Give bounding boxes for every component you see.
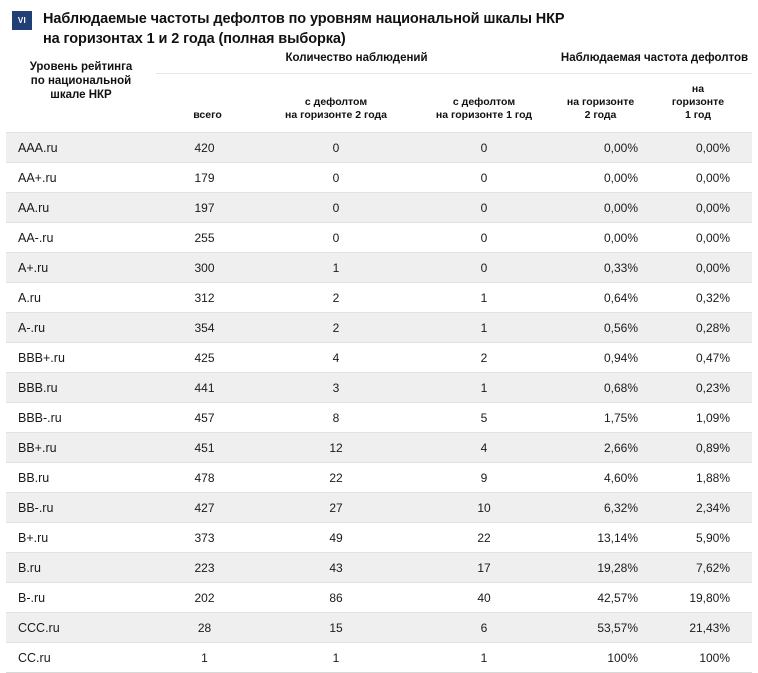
table-row bbox=[6, 553, 752, 583]
cell-defaults-2y: 22 bbox=[261, 463, 411, 493]
cell-rate-1y: 0,00% bbox=[660, 253, 752, 283]
cell-rating: CC.ru bbox=[6, 643, 156, 673]
cell-total: 441 bbox=[156, 373, 261, 403]
table-row bbox=[6, 193, 752, 223]
cell-rating: B+.ru bbox=[6, 523, 156, 553]
column-header-defaults-1y-line-1: с дефолтом bbox=[452, 96, 516, 108]
cell-rating: AA-.ru bbox=[6, 223, 156, 253]
column-header-rating-line-3: шкале НКР bbox=[50, 89, 112, 101]
cell-defaults-2y: 0 bbox=[261, 193, 411, 223]
cell-defaults-1y: 6 bbox=[411, 613, 557, 643]
cell-total: 300 bbox=[156, 253, 261, 283]
column-header-rating-line-1: Уровень рейтинга bbox=[29, 61, 133, 73]
cell-defaults-1y: 40 bbox=[411, 583, 557, 613]
cell-rate-2y: 0,00% bbox=[557, 133, 660, 163]
cell-defaults-1y: 1 bbox=[411, 283, 557, 313]
cell-defaults-1y: 10 bbox=[411, 493, 557, 523]
table-row bbox=[6, 463, 752, 493]
cell-rating: BBB.ru bbox=[6, 373, 156, 403]
column-header-defaults-2y bbox=[261, 74, 411, 133]
cell-total: 255 bbox=[156, 223, 261, 253]
cell-defaults-1y: 9 bbox=[411, 463, 557, 493]
cell-rate-2y: 0,00% bbox=[557, 163, 660, 193]
column-header-rate-1y-line-1: на горизонте bbox=[671, 83, 725, 108]
table-row bbox=[6, 493, 752, 523]
table-row bbox=[6, 133, 752, 163]
column-header-rate-1y-line-2: 1 год bbox=[685, 109, 711, 121]
cell-rating: BB+.ru bbox=[6, 433, 156, 463]
column-header-rate-1y bbox=[660, 74, 752, 133]
cell-total: 179 bbox=[156, 163, 261, 193]
cell-rating: BBB-.ru bbox=[6, 403, 156, 433]
title-block bbox=[0, 0, 758, 52]
section-number-badge: VI bbox=[12, 11, 32, 30]
cell-total: 354 bbox=[156, 313, 261, 343]
cell-rate-2y: 0,64% bbox=[557, 283, 660, 313]
cell-total: 427 bbox=[156, 493, 261, 523]
cell-total: 202 bbox=[156, 583, 261, 613]
cell-rating: BBB+.ru bbox=[6, 343, 156, 373]
group-header-observations: Количество наблюдений bbox=[156, 52, 557, 74]
cell-rate-1y: 5,90% bbox=[660, 523, 752, 553]
default-frequency-table bbox=[6, 52, 752, 673]
cell-rate-2y: 0,68% bbox=[557, 373, 660, 403]
cell-defaults-2y: 27 bbox=[261, 493, 411, 523]
cell-rate-1y: 0,89% bbox=[660, 433, 752, 463]
group-header-frequency: Наблюдаемая частота дефолтов bbox=[557, 52, 752, 74]
cell-rate-1y: 0,00% bbox=[660, 163, 752, 193]
cell-defaults-2y: 12 bbox=[261, 433, 411, 463]
cell-defaults-2y: 2 bbox=[261, 283, 411, 313]
cell-rating: A+.ru bbox=[6, 253, 156, 283]
column-header-defaults-1y-line-2: на горизонте 1 год bbox=[435, 109, 533, 121]
cell-rate-2y: 0,56% bbox=[557, 313, 660, 343]
cell-total: 28 bbox=[156, 613, 261, 643]
cell-defaults-1y: 2 bbox=[411, 343, 557, 373]
cell-rate-1y: 100% bbox=[660, 643, 752, 673]
page-title bbox=[43, 9, 564, 49]
table-row bbox=[6, 373, 752, 403]
cell-total: 420 bbox=[156, 133, 261, 163]
cell-total: 197 bbox=[156, 193, 261, 223]
cell-rating: AA+.ru bbox=[6, 163, 156, 193]
column-header-defaults-1y bbox=[411, 74, 557, 133]
cell-defaults-1y: 0 bbox=[411, 193, 557, 223]
cell-defaults-1y: 0 bbox=[411, 133, 557, 163]
cell-rate-1y: 0,32% bbox=[660, 283, 752, 313]
cell-total: 478 bbox=[156, 463, 261, 493]
column-header-rating bbox=[6, 52, 156, 133]
cell-rating: CCC.ru bbox=[6, 613, 156, 643]
cell-defaults-1y: 0 bbox=[411, 163, 557, 193]
cell-defaults-2y: 1 bbox=[261, 253, 411, 283]
cell-defaults-1y: 1 bbox=[411, 313, 557, 343]
cell-rate-1y: 0,00% bbox=[660, 223, 752, 253]
cell-rating: B-.ru bbox=[6, 583, 156, 613]
table-row bbox=[6, 163, 752, 193]
cell-total: 425 bbox=[156, 343, 261, 373]
column-header-rate-2y bbox=[557, 74, 660, 133]
cell-rate-2y: 0,00% bbox=[557, 193, 660, 223]
cell-rating: A-.ru bbox=[6, 313, 156, 343]
table-header bbox=[6, 52, 752, 133]
cell-rate-1y: 2,34% bbox=[660, 493, 752, 523]
table-row bbox=[6, 313, 752, 343]
cell-defaults-1y: 0 bbox=[411, 253, 557, 283]
table-row bbox=[6, 223, 752, 253]
cell-rate-1y: 0,28% bbox=[660, 313, 752, 343]
cell-rate-2y: 2,66% bbox=[557, 433, 660, 463]
cell-defaults-1y: 4 bbox=[411, 433, 557, 463]
cell-defaults-1y: 22 bbox=[411, 523, 557, 553]
cell-rate-2y: 13,14% bbox=[557, 523, 660, 553]
cell-rate-1y: 0,00% bbox=[660, 133, 752, 163]
cell-defaults-1y: 5 bbox=[411, 403, 557, 433]
cell-rate-2y: 53,57% bbox=[557, 613, 660, 643]
table-row bbox=[6, 253, 752, 283]
cell-rate-2y: 1,75% bbox=[557, 403, 660, 433]
cell-rating: A.ru bbox=[6, 283, 156, 313]
table-row bbox=[6, 643, 752, 673]
column-header-defaults-2y-line-2: на горизонте 2 года bbox=[284, 109, 387, 121]
cell-rate-1y: 0,00% bbox=[660, 193, 752, 223]
table-row bbox=[6, 343, 752, 373]
cell-rating: BB.ru bbox=[6, 463, 156, 493]
cell-total: 373 bbox=[156, 523, 261, 553]
cell-defaults-2y: 1 bbox=[261, 643, 411, 673]
table-row bbox=[6, 583, 752, 613]
cell-rate-1y: 0,47% bbox=[660, 343, 752, 373]
table-row bbox=[6, 403, 752, 433]
cell-rate-2y: 6,32% bbox=[557, 493, 660, 523]
table-row bbox=[6, 283, 752, 313]
cell-rate-1y: 7,62% bbox=[660, 553, 752, 583]
page-title-line-2: на горизонтах 1 и 2 года (полная выборка) bbox=[43, 31, 346, 47]
cell-total: 457 bbox=[156, 403, 261, 433]
cell-rate-2y: 100% bbox=[557, 643, 660, 673]
cell-defaults-2y: 43 bbox=[261, 553, 411, 583]
cell-rate-1y: 21,43% bbox=[660, 613, 752, 643]
cell-rate-2y: 0,94% bbox=[557, 343, 660, 373]
cell-defaults-1y: 17 bbox=[411, 553, 557, 583]
cell-defaults-2y: 15 bbox=[261, 613, 411, 643]
cell-rating: AAA.ru bbox=[6, 133, 156, 163]
cell-defaults-1y: 1 bbox=[411, 373, 557, 403]
cell-total: 1 bbox=[156, 643, 261, 673]
cell-total: 312 bbox=[156, 283, 261, 313]
table-row bbox=[6, 433, 752, 463]
cell-defaults-2y: 4 bbox=[261, 343, 411, 373]
cell-rate-2y: 19,28% bbox=[557, 553, 660, 583]
cell-defaults-1y: 0 bbox=[411, 223, 557, 253]
cell-total: 451 bbox=[156, 433, 261, 463]
table-body bbox=[6, 133, 752, 673]
cell-rate-2y: 0,00% bbox=[557, 223, 660, 253]
column-header-rate-2y-line-2: 2 года bbox=[584, 109, 617, 121]
column-header-total: всего bbox=[193, 109, 222, 121]
table-row bbox=[6, 613, 752, 643]
page-title-line-1: Наблюдаемые частоты дефолтов по уровням национальной шкалы НКР bbox=[43, 11, 565, 27]
cell-rate-1y: 1,09% bbox=[660, 403, 752, 433]
cell-rate-2y: 42,57% bbox=[557, 583, 660, 613]
column-header-defaults-2y-line-1: с дефолтом bbox=[304, 96, 368, 108]
cell-defaults-2y: 3 bbox=[261, 373, 411, 403]
cell-rate-2y: 4,60% bbox=[557, 463, 660, 493]
cell-defaults-2y: 86 bbox=[261, 583, 411, 613]
cell-rate-1y: 1,88% bbox=[660, 463, 752, 493]
column-header-rating-line-2: по национальной bbox=[30, 75, 132, 87]
cell-rate-1y: 19,80% bbox=[660, 583, 752, 613]
column-header-rate-2y-line-1: на горизонте bbox=[566, 96, 635, 108]
cell-rate-2y: 0,33% bbox=[557, 253, 660, 283]
cell-rating: B.ru bbox=[6, 553, 156, 583]
cell-defaults-2y: 0 bbox=[261, 223, 411, 253]
cell-defaults-2y: 8 bbox=[261, 403, 411, 433]
cell-defaults-2y: 49 bbox=[261, 523, 411, 553]
cell-total: 223 bbox=[156, 553, 261, 583]
cell-rating: BB-.ru bbox=[6, 493, 156, 523]
table-group-header-row bbox=[6, 52, 752, 74]
cell-rate-1y: 0,23% bbox=[660, 373, 752, 403]
cell-rating: AA.ru bbox=[6, 193, 156, 223]
cell-defaults-2y: 0 bbox=[261, 133, 411, 163]
table-row bbox=[6, 523, 752, 553]
cell-defaults-1y: 1 bbox=[411, 643, 557, 673]
cell-defaults-2y: 0 bbox=[261, 163, 411, 193]
cell-defaults-2y: 2 bbox=[261, 313, 411, 343]
